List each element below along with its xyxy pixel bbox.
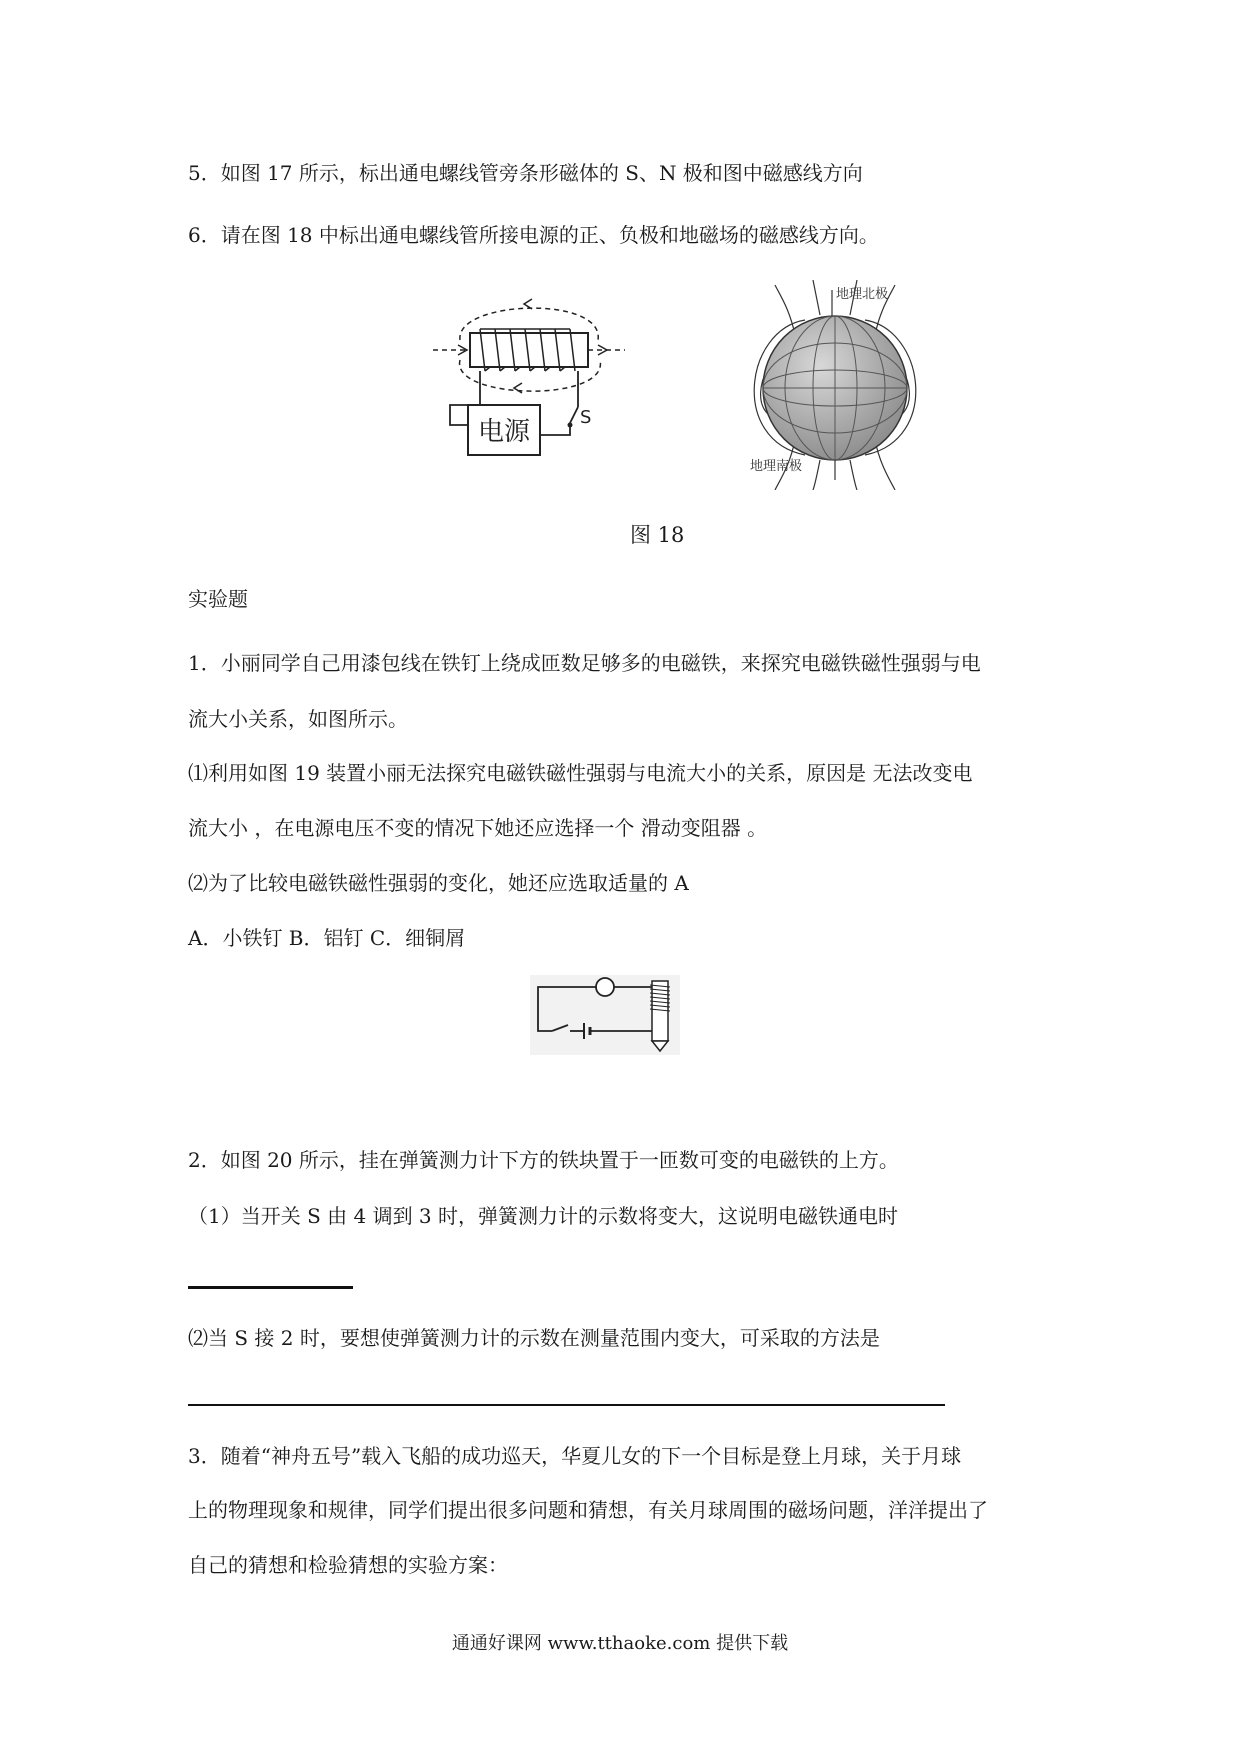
exp-q1-options: A．小铁钉 B．铝钉 C．细铜屑 [188,926,466,950]
arrow-bottom-icon [514,383,522,393]
exp-q2-p1: （1）当开关 S 由 4 调到 3 时，弹簧测力计的示数将变大，这说明电磁铁通电时 [188,1204,899,1228]
exp-q1-p2: ⑵为了比较电磁铁磁性强弱的变化，她还应选取适量的 A [188,871,689,895]
switch-contact [568,423,573,428]
wire-right-bottom [540,427,570,435]
question-5: 5．如图 17 所示，标出通电螺线管旁条形磁体的 S、N 极和图中磁感线方向 [188,161,863,185]
exp-q3-line2: 上的物理现象和规律，同学们提出很多问题和猜想，有关月球周围的磁场问题，洋洋提出了 [188,1498,988,1522]
power-label: 电源 [477,417,531,447]
switch-label: S [580,407,592,428]
exp-q1-line2: 流大小关系，如图所示。 [188,707,408,731]
figure-18-caption: 图 18 [630,523,685,547]
exp-q3-line3: 自己的猜想和检验猜想的实验方案： [188,1553,508,1577]
exp-q2-p2: ⑵当 S 接 2 时，要想使弹簧测力计的示数在测量范围内变大，可采取的方法是 [188,1326,880,1350]
exp-q1-p1-line2: 流大小 ，在电源电压不变的情况下她还应选择一个 滑动变阻器 。 [188,816,768,840]
earth-magnetic-field-figure [735,280,935,490]
exp-q1-line1: 1．小丽同学自己用漆包线在铁钉上绕成匝数足够多的电磁铁，来探究电磁铁磁性强弱与电 [188,651,981,675]
north-pole-label: 地理北极 [836,287,889,302]
south-pole-label: 地理南极 [750,459,803,474]
question-6: 6．请在图 18 中标出通电螺线管所接电源的正、负极和地磁场的磁感线方向。 [188,223,879,247]
exp-q3-line1: 3．随着“神舟五号”载入飞船的成功巡天，华夏儿女的下一个目标是登上月球，关于月球 [188,1444,962,1468]
page-footer: 通通好课网 www.tthaoke.com 提供下载 [451,1633,789,1654]
electromagnet-circuit-figure [530,975,680,1055]
experiment-heading: 实验题 [188,587,248,611]
answer-blank-1 [188,1286,353,1289]
answer-blank-2 [188,1404,945,1406]
solenoid-circuit-figure [430,285,630,485]
ammeter-icon [596,978,614,996]
exp-q1-p1-line1: ⑴利用如图 19 装置小丽无法探究电磁铁磁性强弱与电流大小的关系，原因是 无法改变电 [188,761,973,785]
switch-lever [570,407,578,423]
exp-q2-line1: 2．如图 20 所示，挂在弹簧测力计下方的铁块置于一匝数可变的电磁铁的上方。 [188,1148,899,1172]
